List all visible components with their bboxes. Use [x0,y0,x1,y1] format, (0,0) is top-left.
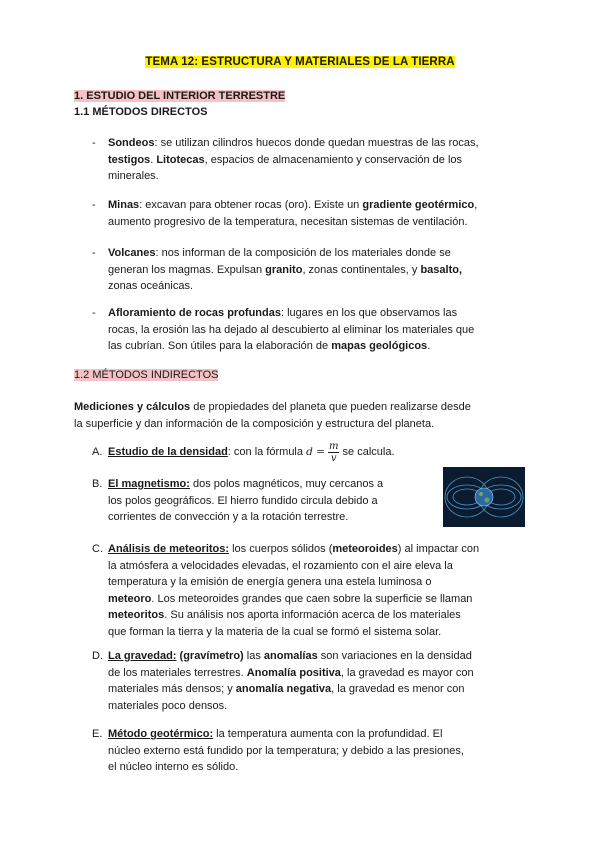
bullet-dash: - [92,247,96,259]
sondeos-item: Sondeos: se utilizan cilindros huecos donde quedan muestras de las rocas, testigos. Litotecas, espacios de almacenamiento y conservación de los minerales. [108,137,479,182]
item-a-densidad: Estudio de la densidad: con la fórmula d = $\frac{m}{v}$ se calcula. [108,440,395,464]
section-1-heading: 1. ESTUDIO DEL INTERIOR TERRESTRE [74,90,286,102]
afloramiento-item: Afloramiento de rocas profundas: lugares en los que observamos las rocas, la erosión las ha dejado al descubierto al eliminar los materiales que las cubrían. Son útiles para la elaboración de mapas geológicos. [108,307,475,352]
item-letter-e: E. [92,728,103,740]
item-letter-b: B. [92,478,103,490]
item-d-gravedad: La gravedad: (gravímetro) las anomalías son variaciones en la densidad de los materiales terrestres. Anomalía positiva, la gravedad es mayor con materiales más densos; y anomalía negativa, la gravedad es menor con materiales poco densos. [108,650,474,712]
section-1-1-heading: 1.1 MÉTODOS DIRECTOS [74,106,208,118]
density-formula: d = $\frac{m}{v}$ [306,440,339,464]
item-e-geotermico: Método geotérmico: la temperatura aumenta con la profundidad. El núcleo externo está fundido por la temperatura; y debido a las presiones, el núcleo interno es sólido. [108,728,464,773]
minas-item: Minas: excavan para obtener rocas (oro). Existe un gradiente geotérmico, aumento progresivo de la temperatura, necesitan sistemas de ventilación. [108,199,478,228]
magnetic-field-icon [443,467,525,527]
section-1-2-heading: 1.2 MÉTODOS INDIRECTOS [74,369,219,381]
item-c-meteoritos: Análisis de meteoritos: los cuerpos sólidos (meteoroides) al impactar con la atmósfera a velocidades elevadas, el rozamiento con el aire eleva la temperatura y la emisión de energía genera una estela luminosa o meteoro. Los meteoroides grandes que caen sobre la superficie se llaman meteoritos. Su análisis nos aporta información acerca de los materiales que forman la tierra y la materia de la cual se formó el sistema solar. [108,543,480,638]
magnetic-field-image [443,467,525,527]
item-b-magnetismo: El magnetismo: dos polos magnéticos, muy cercanos a los polos geográficos. El hierro fundido circula debido a corrientes de convección y a la rotación terrestre. [108,478,384,523]
indirect-intro: Mediciones y cálculos de propiedades del planeta que pueden realizarse desde la superficie y dan información de la composición y estructura del planeta. [74,401,471,430]
page-title: TEMA 12: ESTRUCTURA Y MATERIALES DE LA TIERRA [145,56,455,68]
item-letter-c: C. [92,543,103,555]
bullet-dash: - [92,137,96,149]
volcanes-item: Volcanes: nos informan de la composición de los materiales donde se generan los magmas. Expulsan granito, zonas continentales, y basalto, zonas oceánicas. [108,247,463,292]
bullet-dash: - [92,199,96,211]
item-letter-a: A. [92,446,103,458]
item-letter-d: D. [92,650,103,662]
bullet-dash: - [92,307,96,319]
